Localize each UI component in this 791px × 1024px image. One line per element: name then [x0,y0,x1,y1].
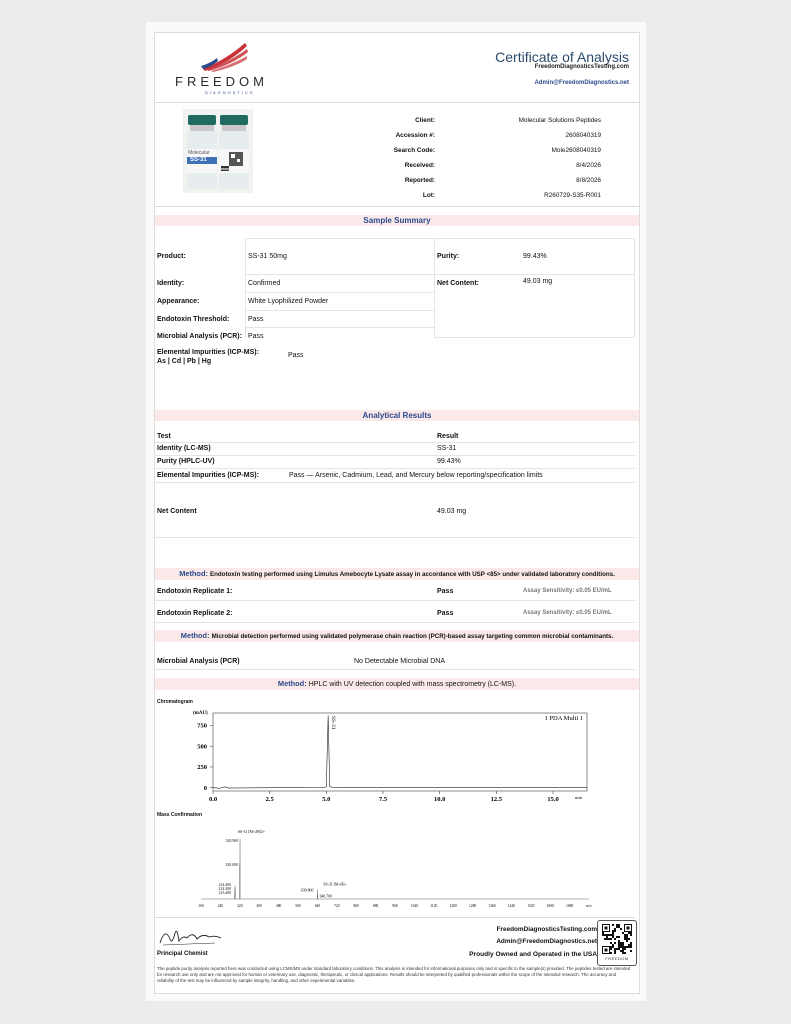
page [146,22,646,1001]
chromatogram-xtick-label: 2.5 [265,796,274,803]
logo [165,39,275,99]
chromatogram-ytick-label: 750 [197,722,207,730]
col-test-header: Test [157,433,171,440]
client-info-value: R260729-S35-R001 [544,192,601,199]
elemental-sublabel: As | Cd | Pb | Hg [157,358,212,365]
endotoxin-replicate-result: Pass [437,610,454,617]
elemental-result: Pass — Arsenic, Cadmium, Lead, and Mercury below reporting/specification limits [289,472,543,479]
endotoxin-threshold-value: Pass [248,316,264,323]
mass-confirmation-title: Mass Confirmation [157,812,203,818]
signer-title: Principal Chemist [157,951,208,957]
footer-tagline: Proudly Owned and Operated in the USA [469,951,597,958]
qr-code-icon [598,921,636,955]
chromatogram-xtick-label: 10.0 [433,796,446,803]
footer-website[interactable]: FreedomDiagnosticsTesting.com [496,926,597,933]
client-info [355,117,625,207]
chromatogram-ytick-label: 250 [197,764,207,772]
header-email[interactable]: Admin@FreedomDiagnostics.net [534,80,629,86]
mass-spectrum-xtick-label: 800 [353,904,359,908]
client-info-row [355,117,625,132]
vial-label-top: Molecular [188,150,210,156]
identity-value: Confirmed [248,280,281,287]
header-website[interactable]: FreedomDiagnosticsTesting.com [534,64,629,70]
mass-spectrum-xtick-label: 880 [372,904,379,908]
analytical-results-table [155,429,635,559]
net-content-label: Net Content: [437,280,479,287]
appearance-value: White Lyophilized Powder [248,298,329,305]
chromatogram-frame [213,713,587,791]
client-info-label: Client: [415,117,435,124]
chromatogram-xtick-label: 15.0 [547,796,559,803]
mass-spectrum-xtick-label: 480 [275,904,282,908]
purity-label: Purity: [437,253,460,260]
mass-spectrum-xtick-label: 160 [198,904,204,908]
chromatogram-ylabel: (mAU) [193,711,208,716]
endotoxin-method [155,568,639,580]
mass-spectrum-xtick-label: 1200 [449,904,457,908]
endotoxin-method-lead: Method: [179,569,208,578]
microbial-method-text: Microbial detection performed using validated polymerase chain reaction (PCR)-based assay targeting common microbial contaminants. [211,633,614,640]
result-test: Identity (LC-MS) [157,445,211,452]
net-content-result: 49.03 mg [437,508,467,515]
client-info-label: Lot: [422,192,435,199]
client-info-value: 8/4/2026 [576,162,601,169]
product-value: SS-31 50mg [248,253,287,260]
microbial-pcr-label: Microbial Analysis (PCR) [157,658,240,665]
endotoxin-replicate-result: Pass [437,588,454,595]
result-value: 99.43% [437,458,461,465]
net-content-value: 49.03 mg [523,278,553,285]
mass-spectrum-xtick-label: 1280 [469,904,477,908]
mass-spectrum-xtick-label: 1440 [507,904,515,908]
mass-spectrum-peak-label: 214.400 [218,883,231,887]
chromatogram-xlabel: min [575,795,583,800]
client-info-row [355,147,625,162]
elemental-label: Elemental Impurities (ICP-MS): [157,349,259,356]
mass-spectrum-chart [157,819,597,915]
client-info-label: Accession #: [395,132,435,139]
net-content-test: Net Content [157,508,197,515]
chromatogram-trace [213,715,587,788]
mass-spectrum-peak-label: 320.900 [225,839,239,843]
mass-spectrum-xtick-label: 320 [237,904,243,908]
document-title: Certificate of Analysis [495,49,629,65]
endotoxin-sensitivity: Assay Sensitivity: ≤0.05 EU/mL [523,610,612,616]
result-test: Purity (HPLC-UV) [157,458,215,465]
endotoxin-threshold-label: Endotoxin Threshold: [157,316,230,323]
client-info-value: 8/8/2026 [576,177,601,184]
endotoxin-method-text: Endotoxin testing performed using Limulus Amebocyte Lysate assay in accordance with USP <85> under validated laboratory conditions. [209,571,615,578]
result-value: SS-31 [437,445,457,452]
mass-spectrum-xtick-label: 1680 [566,904,574,908]
mass-spectrum-xtick-label: 240 [217,904,224,908]
client-info-row [355,132,625,147]
certificate-sheet [154,32,640,994]
signature-text [165,925,171,926]
chromatogram-legend: 1 PDA Multi 1 [544,715,583,722]
microbial-method-lead: Method: [180,631,210,640]
mass-spectrum-xtick-label: 960 [392,904,398,908]
mass-spectrum-xtick-label: 1360 [488,904,496,908]
mass-spectrum-xtick-label: 720 [334,904,340,908]
vial-label-name: SS-31 [190,157,207,163]
mass-spectrum-peak-label: 320.000 [225,863,238,867]
identity-label: Identity: [157,280,185,287]
chromatogram-title: Chromatogram [157,699,193,705]
endotoxin-replicate-label: Endotoxin Replicate 2: [157,610,233,617]
appearance-label: Appearance: [157,298,200,305]
mass-spectrum-series-label: SS-31 [M+H]+ [323,882,347,887]
mass-spectrum-xtick-label: 1040 [410,904,418,908]
footer-email[interactable]: Admin@FreedomDiagnostics.net [496,938,597,945]
product-vial-image [183,109,253,193]
brand-subname: DIAGNOSTICS [205,90,255,95]
microbial-pcr-result: No Detectable Microbial DNA [354,658,446,665]
elemental-test: Elemental Impurities (ICP-MS): [157,472,259,479]
mass-spectrum-peak-label: 213.400 [218,891,231,895]
hplc-method [155,678,639,690]
client-info-value: Molecular Solutions Peptides [518,117,601,124]
chromatogram-peak-label: SS-31 [330,716,337,730]
mass-spectrum-xtick-label: 1520 [527,904,535,908]
mass-spectrum-xtick-label: m/z [586,904,592,908]
chromatogram-xtick-label: 0.0 [208,796,218,803]
product-label: Product: [157,253,186,260]
mass-spectrum-xtick-label: 560 [295,904,301,908]
elemental-value: Pass [288,352,304,359]
client-info-row [355,192,625,207]
sample-summary-grid [155,238,635,408]
chromatogram-chart [157,705,591,805]
signature-icon [157,923,227,949]
qr-code[interactable] [597,920,637,966]
mass-spectrum-peak-label: 639.800 [301,888,314,893]
client-info-label: Reported: [404,177,435,184]
mass-spectrum-xtick-label: 400 [256,904,262,908]
mass-spectrum-peak-label: 640.700 [319,894,332,899]
chromatogram-xtick-label: 5.0 [322,796,331,803]
microbial-value: Pass [248,333,264,340]
mass-spectrum-peak-label: 214.300 [218,887,231,891]
client-info-label: Received: [404,162,435,169]
flag-logo-icon [165,39,275,73]
mass-spectrum-xtick-label: 1600 [546,904,554,908]
mass-spectrum-series-label: SS-31 [M+2H]2+ [238,830,265,834]
qr-pattern [602,924,632,954]
microbial-method [155,630,639,642]
endotoxin-replicate-label: Endotoxin Replicate 1: [157,588,233,595]
chromatogram-xtick-label: 12.5 [490,796,503,803]
sample-summary-title: Sample Summary [155,215,639,226]
client-info-value: Mole2608040319 [551,147,601,154]
vial-label-dose: 50MG [221,167,230,171]
endotoxin-sensitivity: Assay Sensitivity: ≤0.05 EU/mL [523,588,612,594]
analytical-results-title: Analytical Results [155,410,639,421]
hplc-method-text: HPLC with UV detection coupled with mass spectrometry (LC-MS). [308,681,517,688]
mass-spectrum-xtick-label: 640 [314,904,321,908]
client-info-row [355,162,625,177]
chromatogram-xtick-label: 7.5 [378,796,388,803]
chromatogram-ytick-label: 0 [203,784,207,792]
client-info-row [355,177,625,192]
hplc-method-lead: Method: [277,679,307,688]
microbial-label: Microbial Analysis (PCR): [157,333,242,340]
brand-name: FREEDOM [175,74,268,89]
client-info-label: Search Code: [393,147,435,154]
col-result-header: Result [437,433,459,440]
qr-label: FREEDOM [605,956,629,961]
client-info-value: 2608040319 [565,132,601,139]
mass-spectrum-xtick-label: 1120 [430,904,438,908]
chromatogram-ytick-label: 500 [197,743,207,751]
disclaimer: The peptide purity analysis reported here was conducted using LCMS/MS under standard laboratory conditions. This analysis is intended for informational purposes only and is specific to the sample(s) provided. The peptides tested are intended for research use only and are not approved for human or veterinary use, diagnostic, therapeutic, or clinical applications. Results should be interpreted by qualified professionals within the scope of the intended research. The accuracy and reliability of the test may be influenced by sample integrity, handling, and other experimental variables. [157,966,631,983]
purity-value: 99.43% [523,253,547,260]
